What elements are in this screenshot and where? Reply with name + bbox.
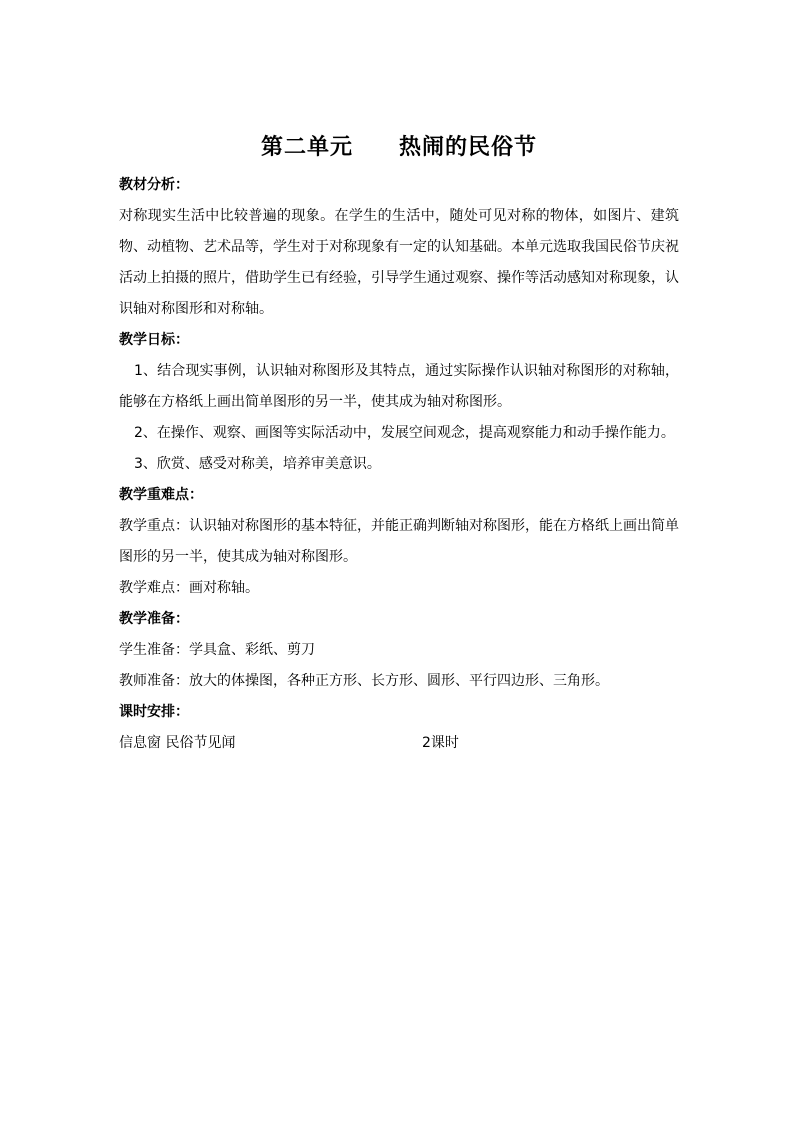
schedule-lesson-name: 信息窗 民俗节见闻 [119,735,236,751]
goal-item-1: 1、结合现实事例，认识轴对称图形及其特点，通过实际操作认识轴对称图形的对称轴，能够在方格纸上画出简单图形的另一半，使其成为轴对称图形。 [119,363,679,410]
goals-heading: 教学日标： [119,332,189,348]
preparation-heading: 教学准备： [119,611,189,627]
key-difficult-heading: 教学重难点： [119,487,203,503]
document-title: 第二单元 热闹的民俗节 [260,135,537,160]
student-preparation-line: 学生准备：学具盒、彩纸、剪刀 [119,642,315,658]
goal-item-2: 2、在操作、观察、画图等实际活动中，发展空间观念，提高观察能力和动手操作能力。 [134,425,675,441]
difficult-point-line: 教学难点：画对称轴。 [119,580,259,596]
teacher-preparation-line: 教师准备：放大的体操图，各种正方形、长方形、圆形、平行四边形、三角形。 [119,673,609,689]
analysis-heading: 教材分析： [119,177,189,193]
goal-item-3: 3、欣赏、感受对称美，培养审美意识。 [134,456,381,472]
schedule-lesson-hours: 2课时 [422,735,459,751]
schedule-heading: 课时安排： [119,704,189,720]
analysis-paragraph: 对称现实生活中比较普遍的现象。在学生的生活中，随处可见对称的物体，如图片、建筑物、动植物、艺术品等，学生对于对称现象有一定的认知基础。本单元选取我国民俗节庆祝活动上拍摄的照片，借助学生已有经验，引导学生通过观察、操作等活动感知对称现象，认识轴对称图形和对称轴。 [119,208,679,317]
key-point-paragraph: 教学重点：认识轴对称图形的基本特征，并能正确判断轴对称图形，能在方格纸上画出简单图形的另一半，使其成为轴对称图形。 [119,518,679,565]
schedule-row [119,728,679,759]
document-page [119,130,679,759]
